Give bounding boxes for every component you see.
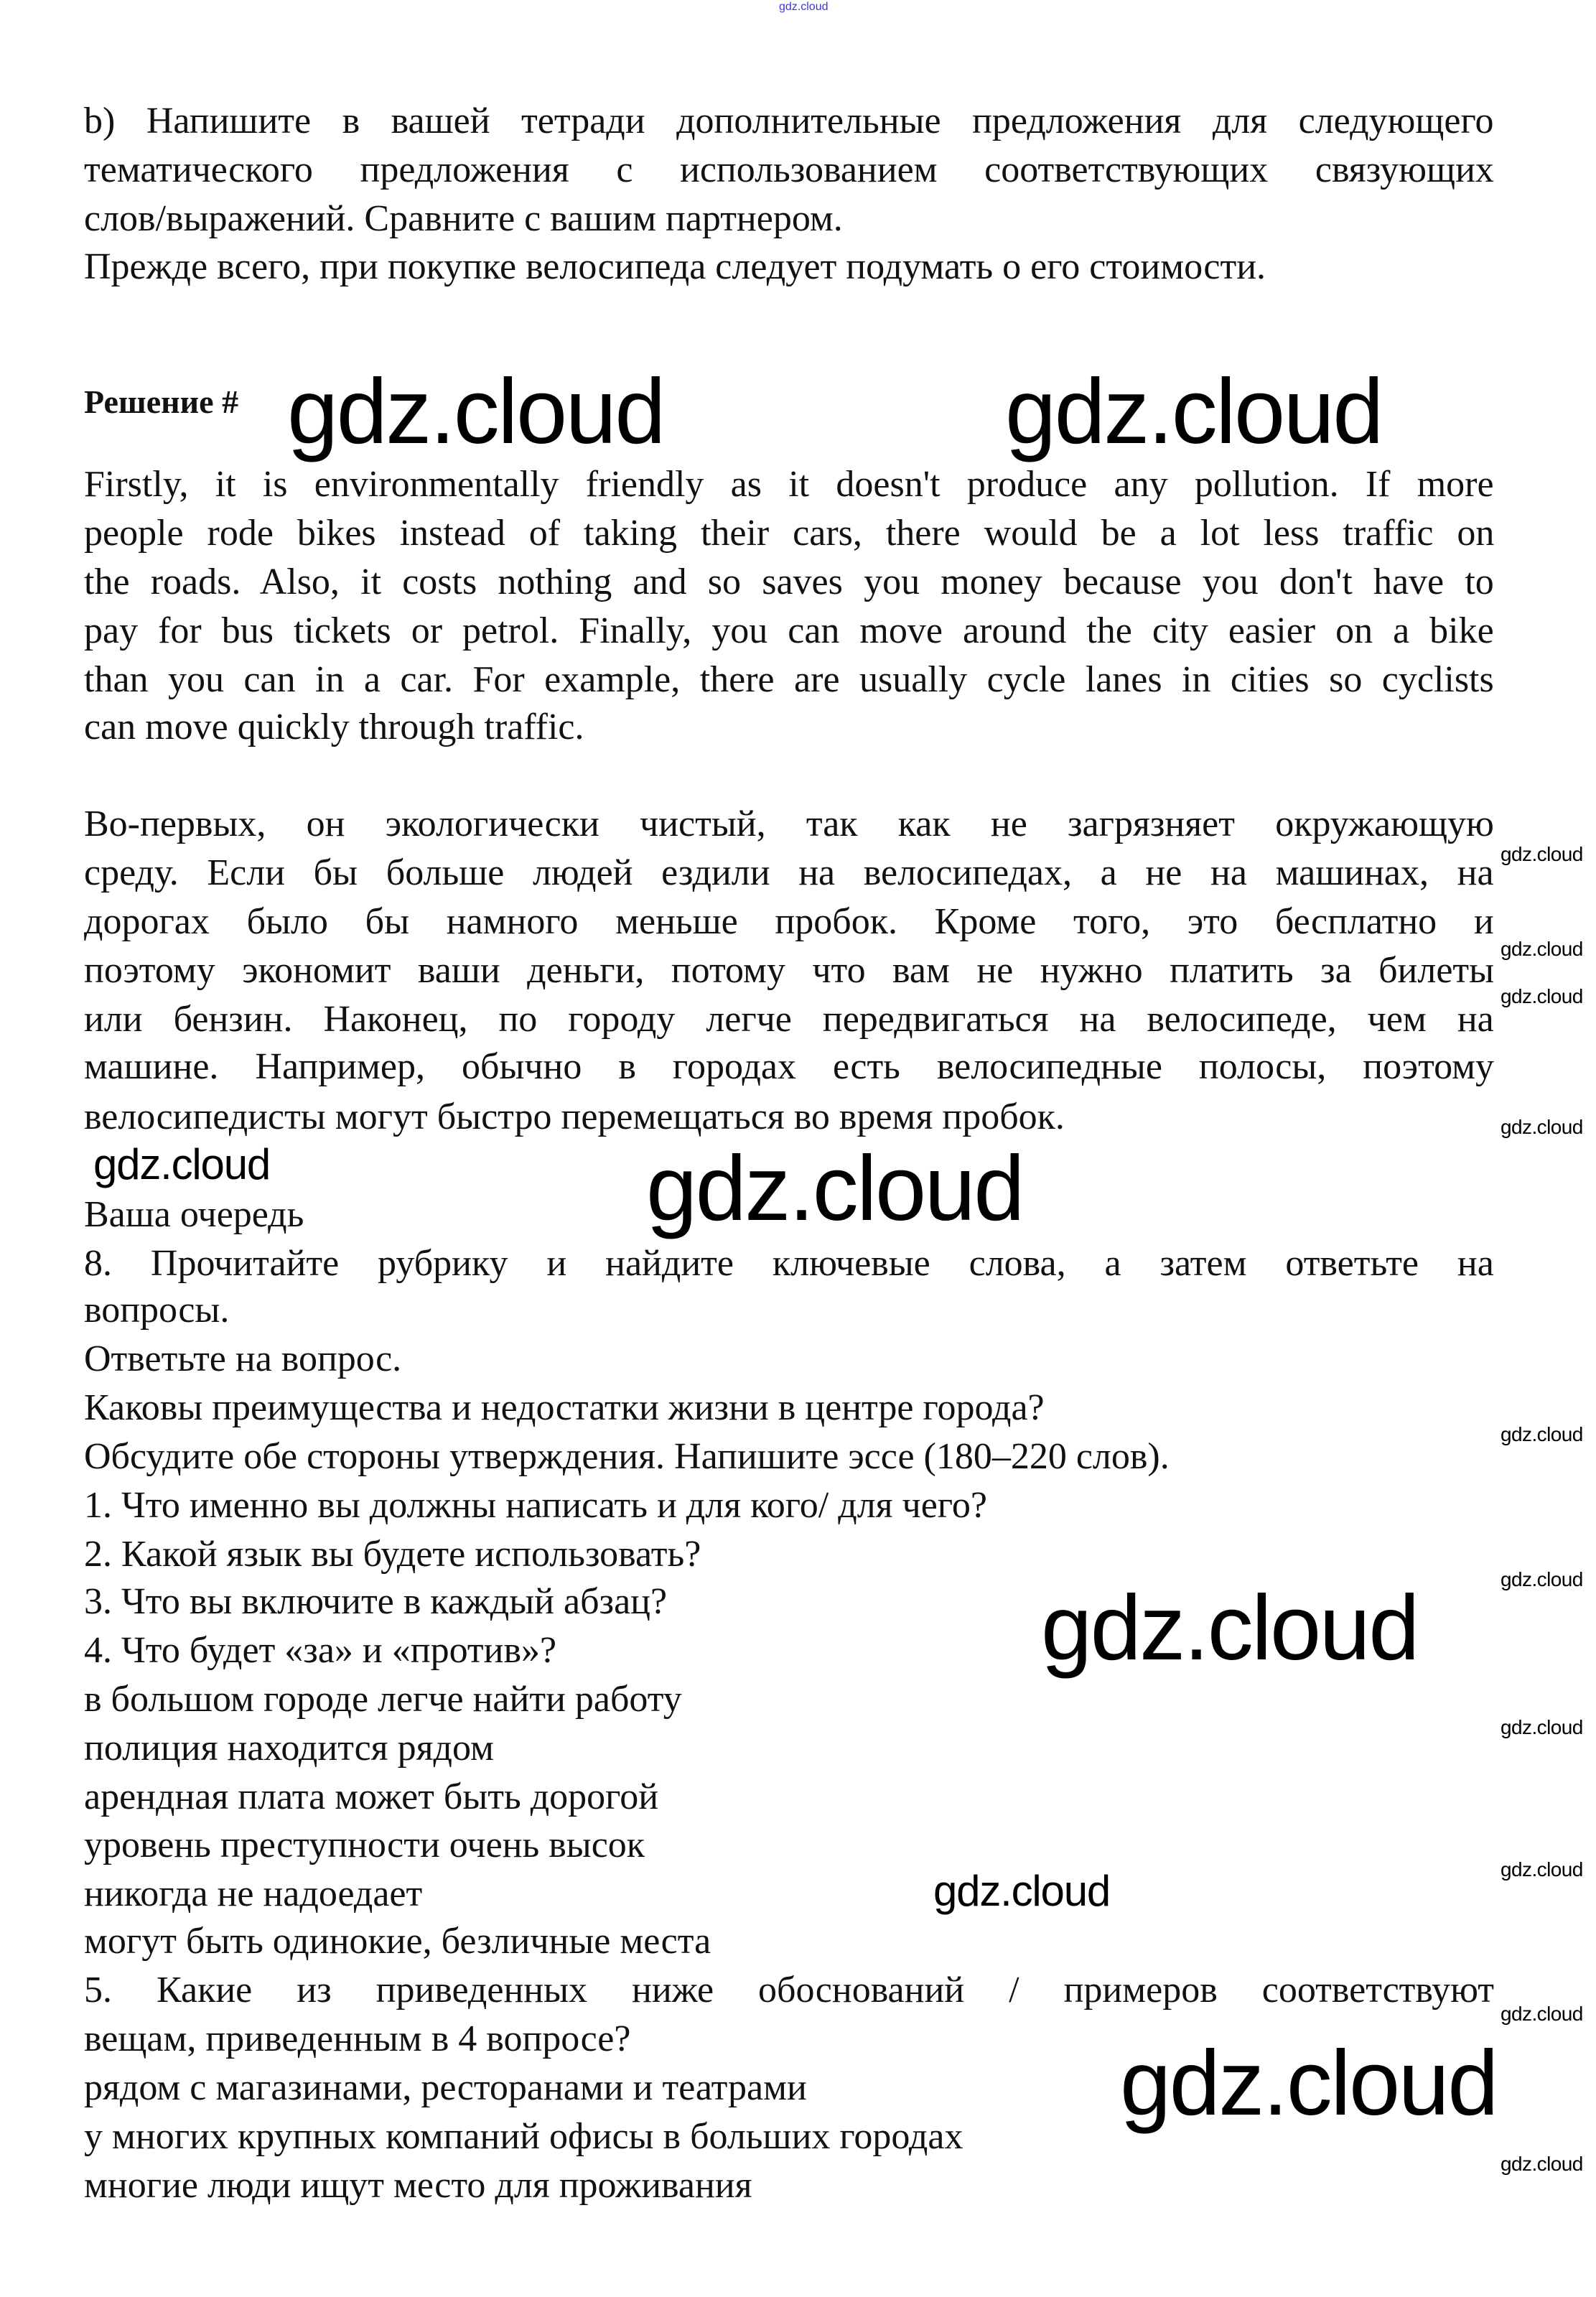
exercise-line: могут быть одинокие, безличные места (84, 1921, 711, 1962)
watermark-text: gdz.cloud (1005, 360, 1382, 463)
exercise-line: 8. Прочитайте рубрику и найдите ключевые слова, а затем ответьте на (84, 1243, 1494, 1284)
english-answer-line: Firstly, it is environmentally friendly as it doesn't produce any pollution. If more (84, 464, 1494, 505)
exercise-line: 4. Что будет «за» и «против»? (84, 1630, 557, 1671)
exercise-line: Обсудите обе стороны утверждения. Напишите эссе (180–220 слов). (84, 1436, 1170, 1477)
exercise-line: 2. Какой язык вы будете использовать? (84, 1534, 701, 1575)
watermark-text: gdz.cloud (1501, 2153, 1583, 2175)
russian-answer-line: машине. Например, обычно в городах есть велосипедные полосы, поэтому (84, 1046, 1495, 1087)
english-answer-line: the roads. Also, it costs nothing and so saves you money because you don't have to (84, 562, 1494, 602)
watermark-text: gdz.cloud (1501, 985, 1583, 1007)
russian-answer-line: Во-первых, он экологически чистый, так как не загрязняет окружающую (84, 803, 1494, 844)
exercise-line: вопросы. (84, 1290, 230, 1331)
exercise-line: арендная плата может быть дорогой (84, 1776, 659, 1817)
exercise-line: в большом городе легче найти работу (84, 1679, 682, 1720)
exercise-line: Ответьте на вопрос. (84, 1338, 402, 1379)
watermark-text: gdz.cloud (1041, 1577, 1418, 1679)
task-text-line: слов/выражений. Сравните с вашим партнером. (84, 198, 843, 239)
english-answer-line: can move quickly through traffic. (84, 707, 584, 747)
russian-answer-line: дорогах было бы намного меньше пробок. Кроме того, это бесплатно и (84, 901, 1494, 942)
task-text-line: тематического предложения с использованием соответствующих связующих (84, 149, 1494, 190)
watermark-text: gdz.cloud (1501, 1116, 1583, 1138)
exercise-line: Ваша очередь (84, 1194, 304, 1235)
watermark-text: gdz.cloud (1501, 938, 1583, 960)
solution-label: Решение # (84, 383, 239, 420)
watermark-text: gdz.cloud (93, 1140, 271, 1188)
task-text-line: b) Напишите в вашей тетради дополнительные предложения для следующего (84, 101, 1494, 141)
watermark-text: gdz.cloud (287, 360, 664, 463)
watermark-text: gdz.cloud (933, 1867, 1111, 1915)
watermark-text: gdz.cloud (1501, 1716, 1583, 1738)
english-answer-line: pay for bus tickets or petrol. Finally, you can move around the city easier on a bike (84, 610, 1494, 651)
russian-answer-line: велосипедисты могут быстро перемещаться во время пробок. (84, 1096, 1065, 1137)
exercise-line: уровень преступности очень высок (84, 1825, 645, 1865)
watermark-text: gdz.cloud (1120, 2032, 1497, 2135)
exercise-line: полиция находится рядом (84, 1728, 494, 1769)
exercise-line: 3. Что вы включите в каждый абзац? (84, 1581, 668, 1622)
exercise-line: у многих крупных компаний офисы в больших городах (84, 2116, 963, 2157)
watermark-text: gdz.cloud (646, 1137, 1023, 1240)
exercise-line: 1. Что именно вы должны написать и для кого/ для чего? (84, 1485, 987, 1526)
top-watermark: gdz.cloud (779, 1, 829, 13)
exercise-line: 5. Какие из приведенных ниже обоснований / примеров соответствуют (84, 1970, 1495, 2011)
watermark-text: gdz.cloud (1501, 1568, 1583, 1590)
watermark-text: gdz.cloud (1501, 1858, 1583, 1881)
english-answer-line: people rode bikes instead of taking their cars, there would be a lot less traffic on (84, 513, 1495, 554)
exercise-line: Каковы преимущества и недостатки жизни в центре города? (84, 1387, 1045, 1428)
russian-answer-line: среду. Если бы больше людей ездили на велосипедах, а не на машинах, на (84, 852, 1494, 893)
exercise-line: рядом с магазинами, ресторанами и театрами (84, 2067, 807, 2108)
russian-answer-line: поэтому экономит ваши деньги, потому что вам не нужно платить за билеты (84, 950, 1495, 991)
english-answer-line: than you can in a car. For example, there are usually cycle lanes in cities so cyclists (84, 659, 1494, 700)
task-text-line: Прежде всего, при покупке велосипеда следует подумать о его стоимости. (84, 246, 1266, 287)
exercise-line: никогда не надоедает (84, 1873, 423, 1914)
russian-answer-line: или бензин. Наконец, по городу легче передвигаться на велосипеде, чем на (84, 999, 1494, 1040)
exercise-line: вещам, приведенным в 4 вопросе? (84, 2018, 631, 2059)
watermark-text: gdz.cloud (1501, 2003, 1583, 2025)
watermark-text: gdz.cloud (1501, 843, 1583, 865)
exercise-line: многие люди ищут место для проживания (84, 2165, 752, 2206)
watermark-text: gdz.cloud (1501, 1423, 1583, 1445)
